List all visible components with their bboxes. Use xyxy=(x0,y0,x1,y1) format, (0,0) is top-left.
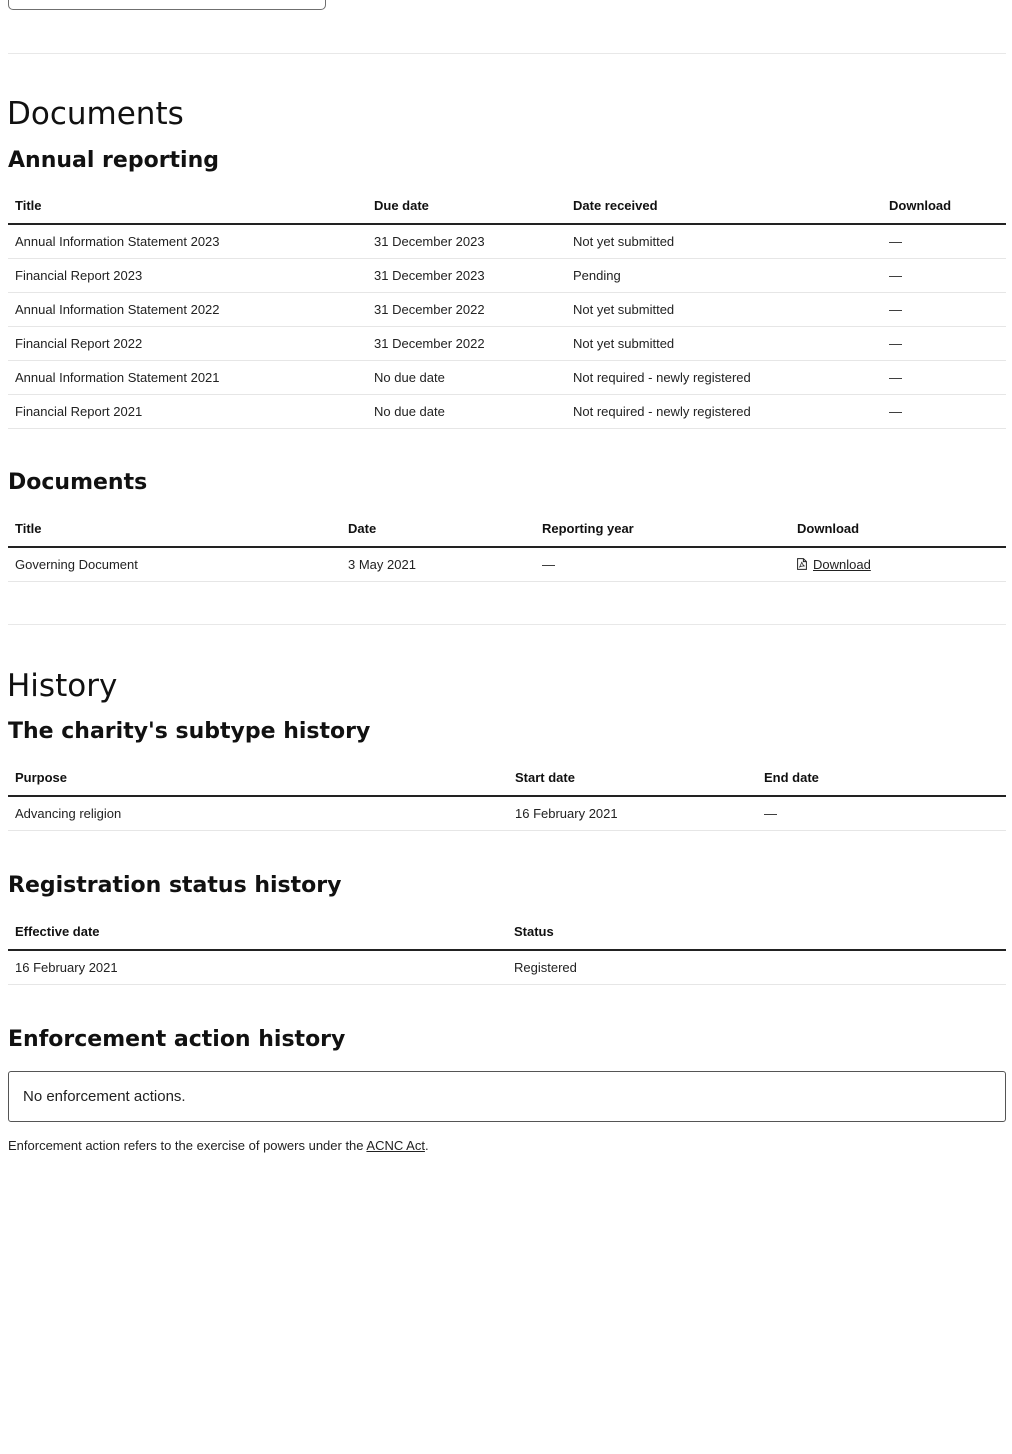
pdf-file-icon xyxy=(797,558,807,570)
column-header: Date xyxy=(348,521,377,536)
table-row xyxy=(8,327,1006,361)
table-row xyxy=(8,395,1006,429)
subtype-history-heading: The charity's subtype history xyxy=(8,719,371,744)
report-title: Annual Information Statement 2023 xyxy=(15,234,220,249)
due-date: 31 December 2022 xyxy=(374,302,485,317)
download-cell: — xyxy=(889,302,902,317)
purpose: Advancing religion xyxy=(15,806,122,821)
start-date: 16 February 2021 xyxy=(515,806,618,821)
report-title: Annual Information Statement 2022 xyxy=(15,302,220,317)
column-header: Title xyxy=(15,521,42,536)
download-link[interactable]: Download xyxy=(813,557,871,572)
enforcement-footnote xyxy=(8,1137,429,1155)
column-header: Title xyxy=(15,198,42,213)
table-header xyxy=(8,513,1006,548)
subtype-history-table xyxy=(8,762,1006,831)
reporting-year: — xyxy=(542,557,555,572)
top-field-box[interactable] xyxy=(8,0,326,10)
report-title: Financial Report 2022 xyxy=(15,336,143,351)
download-cell: — xyxy=(889,268,902,283)
report-title: Financial Report 2021 xyxy=(15,404,143,419)
download-cell: — xyxy=(889,234,902,249)
acnc-act-link[interactable]: ACNC Act xyxy=(366,1138,425,1153)
report-title: Financial Report 2023 xyxy=(15,268,143,283)
due-date: 31 December 2023 xyxy=(374,268,485,283)
annual-reporting-table xyxy=(8,190,1006,429)
date-received: Not required - newly registered xyxy=(573,370,751,385)
table-row xyxy=(8,225,1006,259)
due-date: 31 December 2023 xyxy=(374,234,485,249)
document-date: 3 May 2021 xyxy=(348,557,416,572)
registration-history-heading: Registration status history xyxy=(8,873,342,898)
table-row xyxy=(8,293,1006,327)
table-row xyxy=(8,259,1006,293)
history-section-title: History xyxy=(7,668,118,704)
column-header: Reporting year xyxy=(542,521,634,536)
annual-reporting-heading: Annual reporting xyxy=(8,148,220,173)
table-header xyxy=(8,916,1006,951)
enforcement-notice: No enforcement actions. xyxy=(8,1071,1006,1122)
enforcement-history-heading: Enforcement action history xyxy=(8,1027,346,1052)
download-cell: — xyxy=(889,370,902,385)
table-header xyxy=(8,762,1006,797)
column-header: Date received xyxy=(573,198,658,213)
table-row xyxy=(8,361,1006,395)
section-divider xyxy=(8,624,1006,625)
end-date: — xyxy=(764,806,777,821)
column-header: Status xyxy=(514,924,554,939)
column-header: Start date xyxy=(515,770,575,785)
section-divider xyxy=(8,53,1006,54)
effective-date: 16 February 2021 xyxy=(15,960,118,975)
column-header: Due date xyxy=(374,198,429,213)
download-cell xyxy=(797,548,871,581)
table-row xyxy=(8,548,1006,582)
status: Registered xyxy=(514,960,577,975)
column-header: Effective date xyxy=(15,924,100,939)
date-received: Pending xyxy=(573,268,621,283)
due-date: 31 December 2022 xyxy=(374,336,485,351)
documents-subheading: Documents xyxy=(8,470,148,495)
registration-history-table xyxy=(8,916,1006,985)
date-received: Not yet submitted xyxy=(573,302,675,317)
date-received: Not required - newly registered xyxy=(573,404,751,419)
column-header: Purpose xyxy=(15,770,68,785)
documents-section-title: Documents xyxy=(7,96,184,132)
footnote-text: Enforcement action refers to the exercise of powers under the xyxy=(8,1138,367,1153)
column-header: Download xyxy=(797,521,860,536)
column-header: Download xyxy=(889,198,952,213)
date-received: Not yet submitted xyxy=(573,336,675,351)
document-title: Governing Document xyxy=(15,557,138,572)
column-header: End date xyxy=(764,770,819,785)
table-header xyxy=(8,190,1006,225)
date-received: Not yet submitted xyxy=(573,234,675,249)
download-cell: — xyxy=(889,336,902,351)
table-row xyxy=(8,797,1006,831)
footnote-suffix: . xyxy=(424,1138,429,1153)
download-cell: — xyxy=(889,404,902,419)
due-date: No due date xyxy=(374,404,445,419)
documents-table xyxy=(8,513,1006,582)
table-row xyxy=(8,951,1006,985)
report-title: Annual Information Statement 2021 xyxy=(15,370,220,385)
due-date: No due date xyxy=(374,370,445,385)
